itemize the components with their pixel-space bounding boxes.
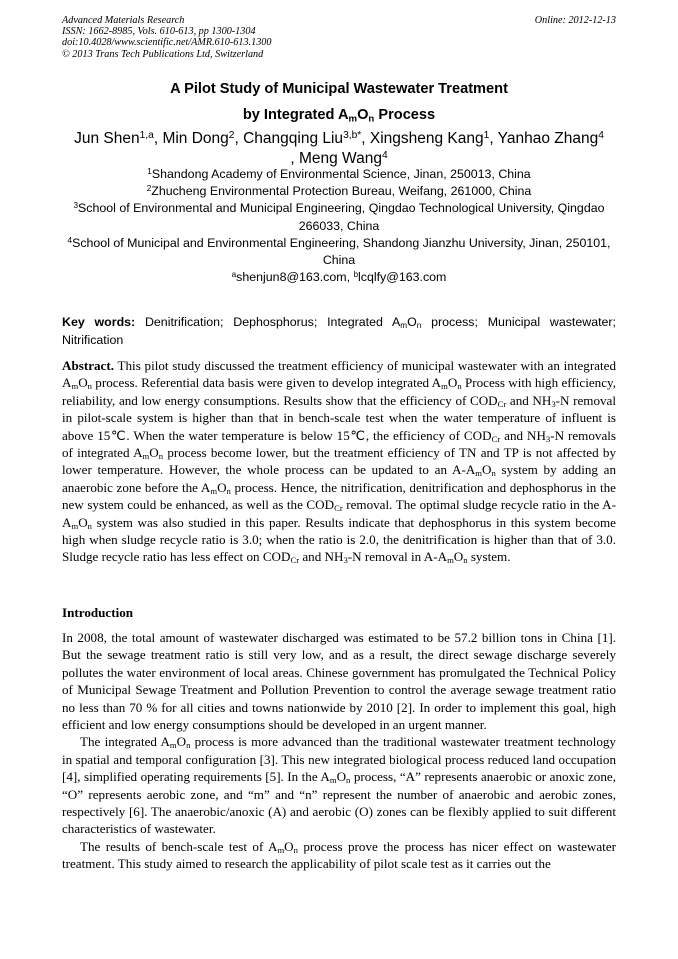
section-heading-introduction: Introduction	[62, 605, 134, 620]
affiliation-3-cont: 266033, China	[298, 218, 380, 233]
abstract: Abstract. This pilot study discussed the treatment efficiency of municipal wastewater with an integrated $A_mO_n$ process. Referential data basis were given to develop integrated $A_mO_n$ Process with high efficiency, reliability, and low energy consumptions. Results show that the efficiency of $COD_{Cr}$ and $NH_3-N$ removal in pilot-scale system is higher than that in bench-scale test when the water temperature of influent is above 15℃. When the water temperature is below 15℃, the efficiency of $COD_{Cr}$ and $NH_3-N$ removals of integrated $A_mO_n$ process become lower, but the treatment efficiency of TN and TP is not affected by lower temperature. However, the whole process can be updated to an $A-A_mO_n$ system by adding an anaerobic zone before the $A_mO_n$ process. Hence, the nitrification, denitrification and dephosphorus in the new system could be enhanced, as well as the $COD_{Cr}$ removal. The optimal sludge recycle ratio in the $A-A_mO_n$ system was also studied in this paper. Results indicate that dephosphorus in this system become high when sludge recycle ratio is 3.0; when the ratio is 2.0, the denitrification is higher than that of 3.0. Sludge recycle ratio has less effect on $COD_{Cr}$ and $NH_3-N$ removal in $A-A_mO_n$ system.	[62, 358, 617, 566]
issn-line: ISSN: 1662-8985, Vols. 610-613, pp 1300-1304	[62, 26, 256, 38]
online-date: Online: 2012-12-13	[534, 15, 616, 26]
introduction-body	[62, 629, 616, 873]
journal-header	[62, 15, 616, 60]
copyright-line: © 2013 Trans Tech Publications Ltd, Switzerland	[62, 48, 264, 60]
author-list: Jun Shen$^{1,a}$, Min Dong$^2$, Changqing Liu$^{3,b*}$, Xingsheng Kang$^1$, Yanhao Zhang$^4$ , Meng Wang$^4$	[74, 129, 604, 167]
affiliation-4-cont: China	[322, 253, 356, 268]
paper-title-line-1: A Pilot Study of Municipal Wastewater Treatment	[170, 81, 508, 97]
affiliation-3: $^3$School of Environmental and Municipal Engineering, Qingdao Technological University, Qingdao	[73, 201, 605, 216]
affiliations	[62, 166, 616, 286]
affiliation-2: $^2$Zhucheng Environmental Protection Bureau, Weifang, 261000, China	[146, 184, 532, 199]
intro-paragraph-1: In 2008, the total amount of wastewater discharged was estimated to be 57.2 billion tons in China [1]. But the sewage treatment ratio is still very low, and as a result, the direct sewage discharge severely pollutes the water environment of local areas. Chinese government has promulgated the Technical Policy of Municipal Sewage Treatment and Pollution Prevention to control the average sewage treatment ratio no less than 70 % for all cities and towns nationwide by 2010 [2]. In order to implement this goal, high efficient and low energy consumptions should be developed in an urgent manner.	[62, 630, 616, 733]
affiliation-1: $^1$Shandong Academy of Environmental Science, Jinan, 250013, China	[147, 166, 531, 181]
journal-name: Advanced Materials Research	[62, 15, 185, 26]
doi-line: doi:10.4028/www.scientific.net/AMR.610-613.1300	[62, 37, 272, 49]
affiliation-4: $^4$School of Municipal and Environmental Engineering, Shandong Jianzhu University, Jinan, 250101,	[67, 235, 611, 250]
author-emails: $^a$shenjun8@163.com, $^b$lcqlfy@163.com	[231, 270, 447, 285]
intro-paragraph-2: The integrated $A_mO_n$ process is more advanced than the traditional wastewater treatment technology in spatial and temporal configuration [3]. This new integrated biological process reduced land occupation [4], simplified operating requirements [5]. In the $A_mO_n$ process, “A” represents anaerobic or anoxic zone, “O” represents aerobic zone, and “m” and “n” represent the number of anaerobic and aerobic zones, respectively [6]. The anaerobic/anoxic (A) and aerobic (O) zones can be flexibly applied to suit different characteristics of wastewater.	[62, 734, 616, 837]
keywords: Key words: Denitrification; Dephosphorus; Integrated $A_mO_n$ process; Municipal wastewater; Nitrification	[62, 315, 616, 347]
intro-paragraph-3: The results of bench-scale test of $A_mO_n$ process prove the process has nicer effect on wastewater treatment. This study aimed to research the applicability of pilot scale test as it carries out the	[62, 838, 616, 872]
paper-title-line-2: by Integrated $A_mO_n$ Process	[242, 107, 436, 125]
